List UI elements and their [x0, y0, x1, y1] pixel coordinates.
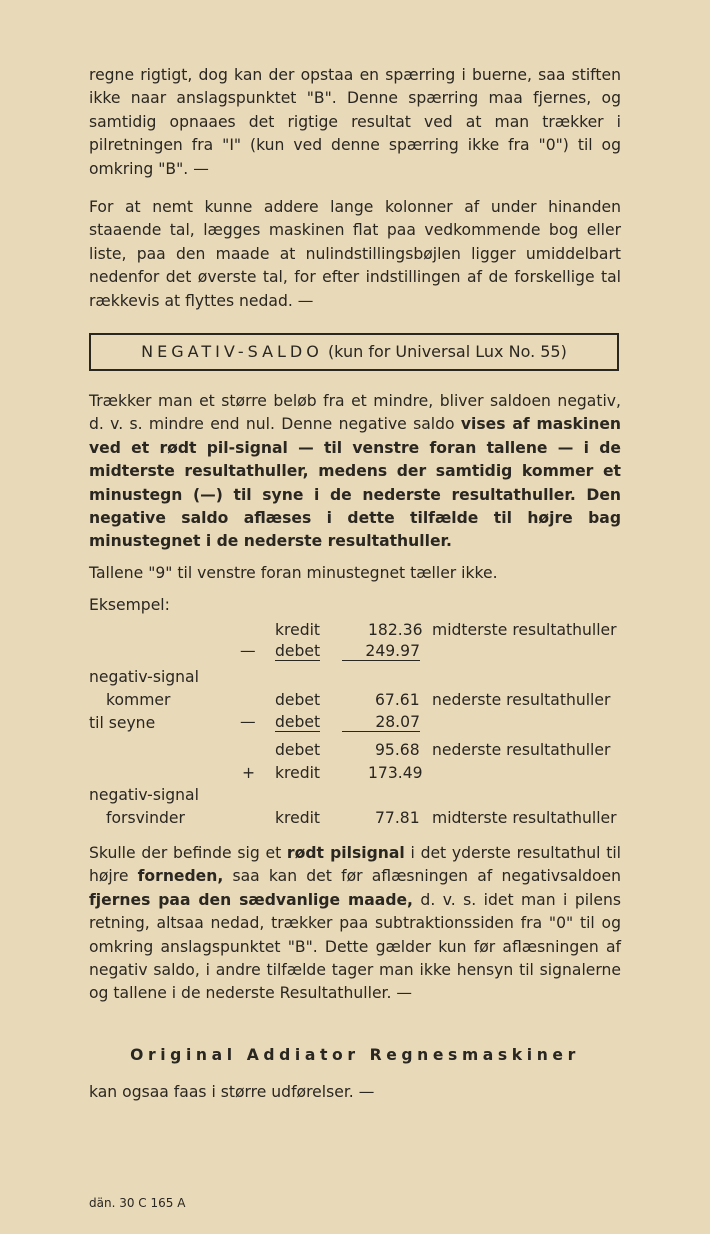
row5-amount: 95.68	[375, 741, 420, 759]
row4-amount: 28.07	[342, 713, 420, 732]
red-signal-text-1: Skulle der befinde sig et	[89, 844, 287, 862]
signal2-line2: forsvinder	[106, 809, 185, 827]
signal1-line2: kommer	[106, 691, 171, 709]
red-signal-text-3: saa kan det før aflæsningen af negativsaldoen	[223, 867, 621, 886]
red-signal-bold-1: rødt pilsignal	[286, 844, 405, 862]
row7-note: midterste resultathuller	[432, 809, 617, 827]
red-signal-text-2: i det yderste resultathul til højre	[89, 844, 622, 886]
row3-note: nederste resultathuller	[432, 691, 611, 709]
section-subtitle: (kun for Universal Lux No. 55)	[327, 342, 567, 361]
negative-saldo-paragraph	[89, 390, 621, 554]
red-signal-bold-3: fjernes paa den sædvanlige maade,	[89, 890, 413, 909]
row3-amount: 67.61	[375, 691, 420, 709]
row7-amount: 77.81	[375, 809, 420, 827]
negative-saldo-bold-text: vises af maskinen ved et rødt pil-signal — til venstre foran tallene — i de midterste resultathuller, medens der samtidig kommer et minustegn (—) til syne i de nederste resultathuller. Den negative saldo aflæses i dette tilfælde til højre bag minustegnet i de nederste resultathuller.	[89, 415, 621, 551]
row6-operator: +	[242, 764, 256, 782]
row7-word: kredit	[275, 809, 321, 827]
row1-word: kredit	[275, 621, 321, 639]
larger-models-line: kan ogsaa faas i større udførelser. —	[89, 1083, 375, 1101]
row4-operator: —	[240, 713, 256, 731]
row6-amount: 173.49	[368, 764, 423, 782]
adding-columns-paragraph: For at nemt kunne addere lange kolonner af under hinanden staaende tal, lægges maskinen flat paa vedkommende bog eller liste, paa den maade at nulindstillingsbøjlen ligger umiddelbart nedenfor det øverste tal, for efter indstillingen af de forskellige tal rækkevis at flyttes nedad. —	[89, 198, 621, 310]
red-signal-text-4: d. v. s. idet man i pilens retning, altsaa nedad, trækker paa subtraktionssiden fra "0" til og omkring anslagspunktet "B". Dette gælder kun før aflæsningen af negativ saldo, i andre tilfælde tager man ikke hensyn til signalerne og tallene i de nederste Resultathuller. —	[89, 890, 621, 1003]
signal1-line3: til seyne	[89, 714, 156, 732]
signal2-line1: negativ-signal	[89, 786, 199, 804]
print-code: dän. 30 C 165 A	[89, 1196, 186, 1210]
intro-paragraph: regne rigtigt, dog kan der opstaa en spærring i buerne, saa stiften ikke naar anslagspunktet "B". Denne spærring maa fjernes, og samtidig opnaaes det rigtige resultat ved at man trækker i pilretningen fra "I" (kun ved denne spærring ikke fra "0") til og omkring "B". —	[89, 66, 621, 178]
row6-word: kredit	[275, 764, 321, 782]
row1-amount: 182.36	[368, 621, 423, 639]
section-title: NEGATIV-SALDO	[141, 342, 323, 361]
red-signal-paragraph	[89, 842, 621, 1006]
red-signal-bold-2: forneden,	[137, 867, 224, 886]
row5-note: nederste resultathuller	[432, 741, 611, 759]
example-label: Eksempel:	[89, 596, 170, 614]
signal1-line1: negativ-signal	[89, 668, 199, 686]
row5-word: debet	[275, 741, 321, 759]
negative-saldo-text: Trækker man et større beløb fra et mindre, bliver saldoen negativ, d. v. s. mindre end nul. Denne negative saldo	[89, 392, 621, 434]
row3-word: debet	[275, 691, 321, 709]
original-addiator-line: Original Addiator Regnesmaskiner	[130, 1046, 580, 1064]
section-heading-box	[89, 333, 619, 371]
row4-word: debet	[275, 713, 321, 731]
row1-note: midterste resultathuller	[432, 621, 617, 639]
row2-word: debet	[275, 642, 321, 660]
nines-note-paragraph: Tallene "9" til venstre foran minustegnet tæller ikke.	[89, 564, 498, 582]
row2-operator: —	[240, 642, 256, 660]
row2-amount: 249.97	[342, 642, 420, 661]
